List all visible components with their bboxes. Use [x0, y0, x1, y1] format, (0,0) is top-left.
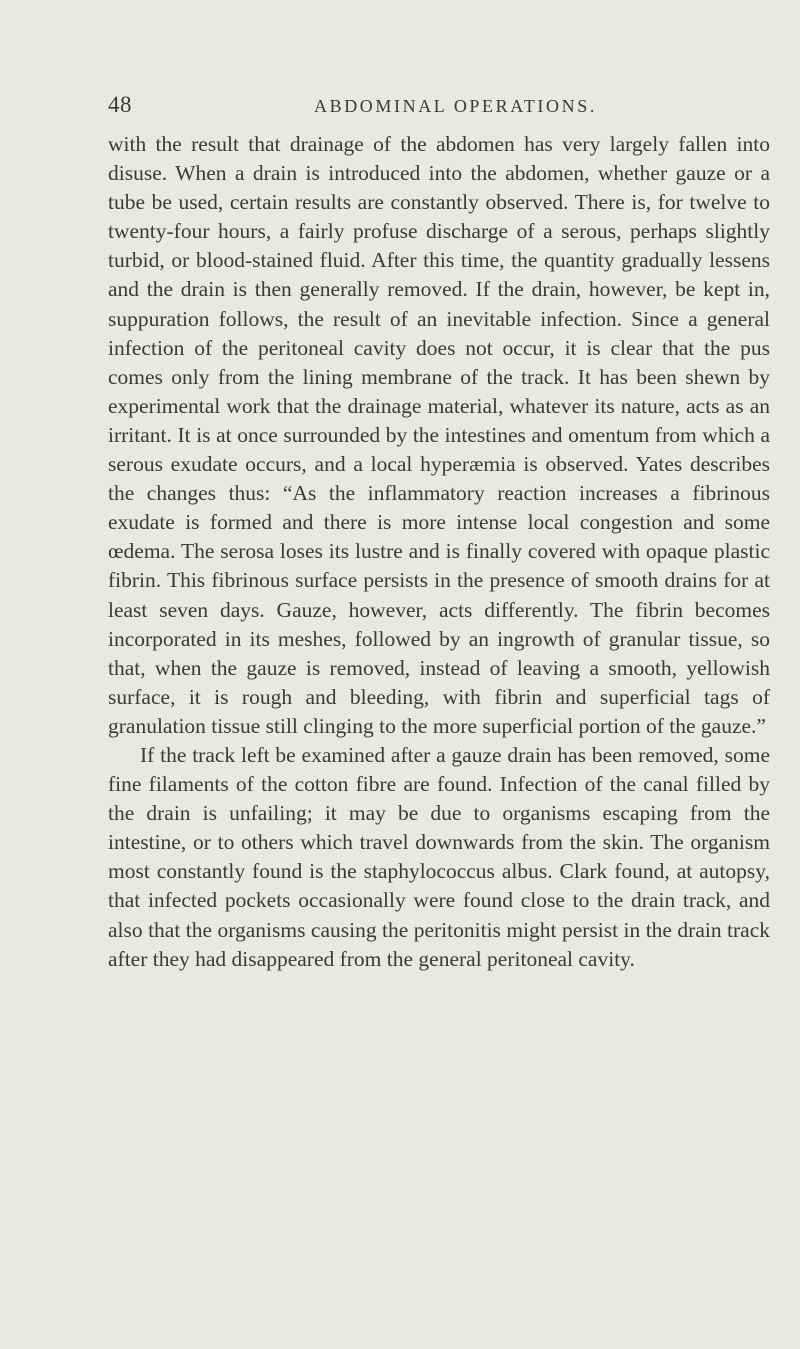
running-head: ABDOMINAL OPERATIONS. — [314, 96, 597, 116]
paragraph: If the track left be examined after a gauze drain has been removed, some fine filaments of the cotton fibre are found. Infection of the canal filled by the drain is unfailing; it may be due to organisms escaping from the intestine, or to others which travel downwards from the skin. The organism most constantly found is the staphylococcus albus. Clark found, at autopsy, that infected pockets occasionally were found close to the drain track, and also that the organisms causing the peritonitis might persist in the drain track after they had disappeared from the general peritoneal cavity. — [108, 742, 770, 971]
page-header — [108, 92, 768, 122]
body-text — [108, 130, 770, 974]
page-number: 48 — [108, 92, 132, 117]
paragraph-continued: with the result that drainage of the abdomen has very largely fallen into disuse. When a drain is introduced into the abdomen, whether gauze or a tube be used, certain results are constantly observed. There is, for twelve to twenty-four hours, a fairly profuse discharge of a serous, perhaps slightly turbid, or blood-stained fluid. After this time, the quantity gradually lessens and the drain is then generally removed. If the drain, however, be kept in, suppuration follows, the result of an inevitable infection. Since a general infection of the peritoneal cavity does not occur, it is clear that the pus comes only from the lining membrane of the track. It has been shewn by experimental work that the drainage material, whatever its nature, acts as an irritant. It is at once surrounded by the intestines and omentum from which a serous exudate occurs, and a local hyperæmia is observed. Yates describes the changes thus: “As the inflammatory reaction increases a fibrinous exudate is formed and there is more intense local congestion and some œdema. The serosa loses its lustre and is finally covered with opaque plastic fibrin. This fibrinous surface persists in the presence of smooth drains for at least seven days. Gauze, however, acts differently. The fibrin becomes incorporated in its meshes, followed by an ingrowth of granular tissue, so that, when the gauze is removed, instead of leaving a smooth, yellowish surface, it is rough and bleeding, with fibrin and superficial tags of granulation tissue still clinging to the more superficial portion of the gauze.” — [108, 132, 770, 738]
